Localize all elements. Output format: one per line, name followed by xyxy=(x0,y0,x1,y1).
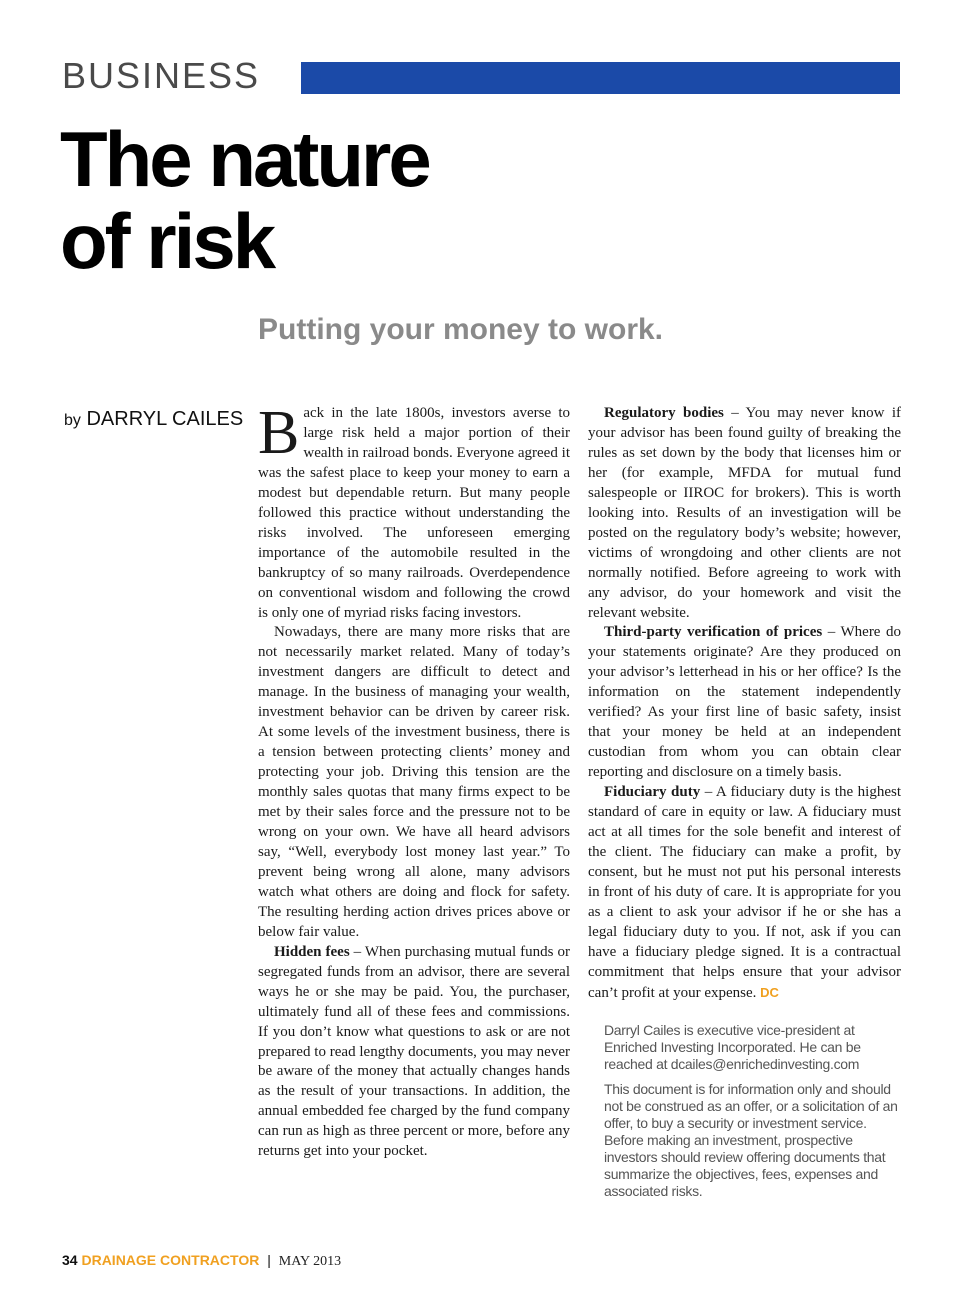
paragraph-6 xyxy=(588,783,901,1003)
issue-date: MAY 2013 xyxy=(278,1254,342,1269)
paragraph-4 xyxy=(588,404,901,623)
author-bio-box xyxy=(604,1022,900,1208)
article-deck: Putting your money to work. xyxy=(258,313,664,346)
drop-cap: B xyxy=(258,399,300,467)
paragraph-1-text: ack in the late 1800s, investors averse to large risk held a major portion of their wealth in railroad bonds. Everyone agreed it was the safest place to keep your money to earn a modest but dependable return. But many people followed this practice without understanding the risks involved. The unforeseen emerging importance of the automobile resulted in the bankruptcy of so many railroads. Overdependence on conventional wisdom and following the crowd is only one of myriad risks facing investors. xyxy=(258,405,570,621)
paragraph-6-lead: Fiduciary duty xyxy=(604,784,701,801)
section-bar xyxy=(301,62,900,94)
paragraph-3 xyxy=(258,943,570,1162)
paragraph-4-lead: Regulatory bodies xyxy=(604,405,724,421)
section-label: BUSINESS xyxy=(62,55,261,96)
article-column-2 xyxy=(588,404,901,1004)
paragraph-5-text: – Where do your statements originate? Are they produced on your advisor’s letterhead in his or her office? Is the information on the statement independently verified? As your first line of basic safety, insist that your money be held at an independent custodian from whom you can obtain clear reporting and disclosure on a timely basis. xyxy=(588,624,901,781)
paragraph-6-text: – A fiduciary duty is the highest standard of care in equity or law. A fiduciary must act at all times for the sole benefit and interest of the client. The fiduciary can make a profit, by consent, but he must not put his personal interests in front of his duty of care. It is appropriate for you as a client to ask your advisor if he or she has a legal fiduciary duty to you. If not, ask if you can have a fiduciary pledge signed. It is a contractual commitment that helps ensure that your advisor can’t profit at your expense. xyxy=(588,784,901,1001)
paragraph-2: Nowadays, there are many more risks that are not necessarily market related. Many of today’s investment dangers are difficult to detect and manage. In the business of managing your wealth, investment behavior can be driven by career risk. At some levels of the investment business, there is a tension between protecting clients’ money and protecting your job. Driving this tension are the monthly sales quotas that many firms expect to be met by their sales force and the pressure not to be wrong on your own. We have all heard advisors say, “Well, everybody lost money last year.” To prevent being wrong all alone, many advisors watch what others are doing and flock for safety. The resulting herding action drives prices above or below fair value. xyxy=(258,624,570,940)
headline-line-1: The nature xyxy=(60,115,429,203)
article-column-1 xyxy=(258,399,570,1162)
headline-line-2: of risk xyxy=(60,197,274,285)
byline-prefix: by xyxy=(64,412,81,429)
disclaimer: This document is for information only and should not be construed as an offer, or a solicitation of an offer, to buy a security or investment service. Before making an investment, prospective investors should review offering documents that summarize the objectives, fees, expenses and associated risks. xyxy=(604,1081,898,1199)
page-footer xyxy=(62,1252,341,1270)
paragraph-3-text: – When purchasing mutual funds or segregated funds from an advisor, there are several ways he or she may be paid. You, the purchaser, ultimately fund all of these fees and commissions. If you don’t know what questions to ask or are not prepared to read lengthy documents, you may never be aware of the money that actually changes hands as the result of your transactions. In addition, the annual embedded fee charged by the fund company can run as high as three percent or more, before any returns get into your pocket. xyxy=(258,943,570,1160)
end-mark: DC xyxy=(760,984,779,1000)
byline xyxy=(64,408,243,431)
author-note: Darryl Cailes is executive vice-president at Enriched Investing Incorporated. He can be reached at dcailes@enrichedinvesting.com xyxy=(604,1022,861,1072)
byline-author: DARRYL CAILES xyxy=(86,408,244,430)
magazine-name: DRAINAGE CONTRACTOR xyxy=(81,1252,260,1268)
article-headline xyxy=(60,115,429,285)
page-number: 34 xyxy=(62,1252,78,1268)
paragraph-5-lead: Third-party verification of prices xyxy=(604,624,823,641)
paragraph-4-text: – You may never know if your advisor has been found guilty of breaking the rules as set down by the body that licenses him or her (for example, MFDA for mutual fund salespeople or IIROC for brokers). This is worth looking into. Results of an investigation will be posted on the regulatory body’s website; however, victims of wrongdoing and other clients are not normally notified. Before agreeing to work with any advisor, do your homework and visit the relevant website. xyxy=(588,405,902,621)
paragraph-1 xyxy=(258,399,570,623)
paragraph-3-lead: Hidden fees xyxy=(274,943,350,960)
paragraph-5 xyxy=(588,623,901,783)
footer-separator: | xyxy=(267,1252,271,1268)
section-header xyxy=(62,56,900,96)
